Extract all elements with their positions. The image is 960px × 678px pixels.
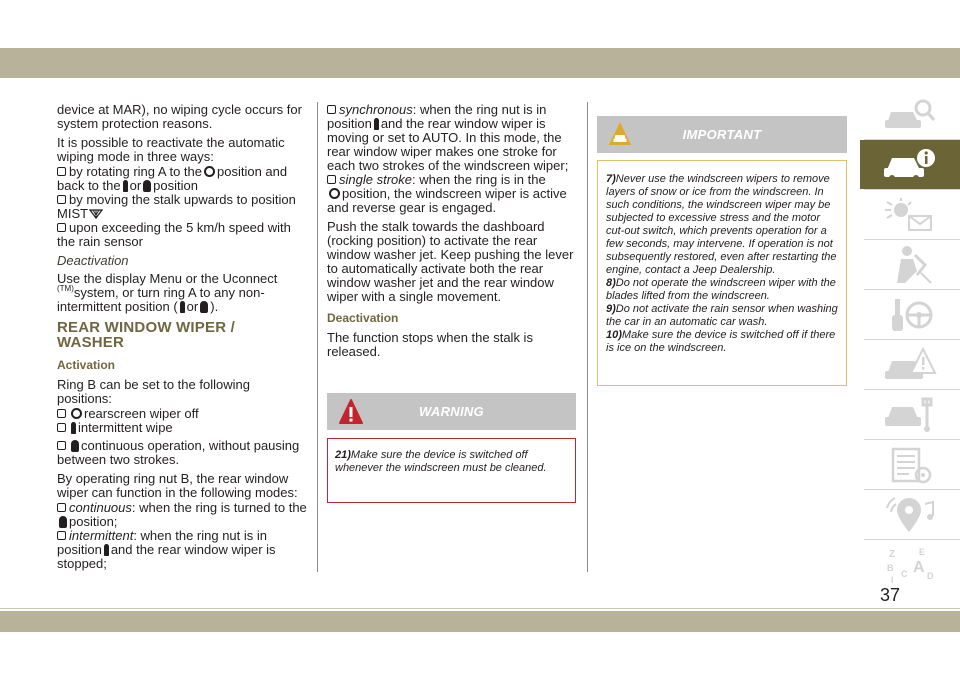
intermittent-icon: [374, 118, 379, 130]
ring-off-icon: [329, 188, 340, 199]
warning-triangle-icon: [338, 398, 364, 426]
chapter-tab[interactable]: [860, 540, 960, 589]
list-item: upon exceeding the 5 km/h speed with the rain sensor: [57, 220, 291, 249]
continuous-icon: [143, 180, 151, 192]
svg-text:E: E: [919, 546, 926, 557]
list-item: rearscreen wiper off: [57, 407, 307, 421]
section-title: REAR WINDOW WIPER / WASHER: [57, 319, 235, 351]
chapter-tab[interactable]: [860, 90, 960, 139]
warning-title: WARNING: [419, 404, 484, 419]
checkbox-icon: [327, 105, 336, 114]
intermittent-icon: [180, 301, 185, 313]
chapter-tab-active[interactable]: [860, 140, 960, 189]
warning-header: [327, 393, 576, 430]
list-item: synchronous: when the ring nut is in position and the rear window wiper is moving or set to AUTO. In this mode, the rear window wiper makes one stroke for each two strokes of the windscreen wiper;: [327, 102, 569, 173]
car-info-icon: [881, 146, 939, 184]
list-item: single stroke: when the ring is in the position, the windscreen wiper is active and reverse gear is engaged.: [327, 172, 567, 215]
footer-line: [0, 608, 960, 609]
svg-text:A: A: [913, 558, 925, 576]
important-title: IMPORTANT: [682, 127, 762, 142]
note-item: 8)Do not operate the windscreen wiper with the blades lifted from the windscreen.: [606, 277, 836, 302]
index-letters-icon: [883, 545, 937, 585]
note-item: 10)Make sure the device is switched off if there is ice on the windscreen.: [606, 329, 836, 354]
chapter-tab[interactable]: [860, 440, 960, 489]
chapter-sidebar: [860, 90, 960, 585]
paragraph: Ring B can be set to the following positions:: [57, 377, 250, 406]
car-tools-icon: [883, 395, 937, 435]
chapter-tab[interactable]: [860, 340, 960, 389]
activation-label: Activation: [57, 358, 116, 372]
list-item: intermittent: when the ring nut is in position and the rear window wiper is stopped;: [57, 528, 276, 571]
multimedia-icon: [883, 494, 937, 536]
checkbox-icon: [57, 423, 66, 432]
checkbox-icon: [57, 441, 66, 450]
note-item: 9)Do not activate the rain sensor when washing the car in an automatic car wash.: [606, 303, 838, 328]
list-item: by moving the stalk upwards to position MIST: [57, 192, 296, 221]
column-1: [57, 103, 307, 571]
list-item: by rotating ring A to the position and back to the or position: [57, 164, 288, 193]
page-number: 37: [879, 585, 901, 605]
chapter-tab[interactable]: [860, 490, 960, 539]
checkbox-icon: [327, 175, 336, 184]
paragraph: device at MAR), no wiping cycle occurs for system protection reasons.: [57, 102, 302, 131]
checkbox-icon: [57, 409, 66, 418]
warning-box: [327, 393, 576, 503]
chapter-tab[interactable]: [860, 290, 960, 339]
car-warning-icon: [608, 121, 632, 147]
checkbox-icon: [57, 531, 66, 540]
svg-text:I: I: [891, 574, 894, 585]
ring-off-icon: [204, 166, 215, 177]
car-search-icon: [883, 96, 937, 134]
svg-text:Z: Z: [889, 548, 896, 560]
note-item: 7)Never use the windscreen wipers to remove layers of snow or ice from the windscreen. In such conditions, the windscreen wiper may be subjected to excessive stress and the motor cut-out switch, which prevents operation for a few seconds, may intervene. If operation is not subsequently restored, even after restarting the engine, contact a Jeep Dealership.: [606, 173, 837, 276]
key-steering-icon: [883, 295, 937, 335]
paragraph: By operating ring nut B, the rear window wiper can function in the following modes:: [57, 471, 298, 500]
checkbox-icon: [57, 167, 66, 176]
column-divider: [587, 102, 588, 572]
car-warning-icon: [883, 345, 937, 385]
ring-off-icon: [71, 408, 82, 419]
bottom-band: [0, 611, 960, 632]
top-band: [0, 48, 960, 78]
warning-body: 21)Make sure the device is switched off whenever the windscreen must be cleaned.: [327, 438, 576, 503]
chapter-tab[interactable]: [860, 190, 960, 239]
column-2: [327, 103, 577, 364]
column-divider: [317, 102, 318, 572]
paragraph: Push the stalk towards the dashboard (rocking position) to activate the rear window washer jet. Keep pushing the lever to automatically activate both the rear window washer jet and the rear window wiper with a single movement.: [327, 219, 574, 304]
paragraph: The function stops when the stalk is released.: [327, 330, 533, 359]
important-body: [597, 160, 847, 386]
intermittent-icon: [123, 180, 128, 192]
deactivation-label: Deactivation: [327, 311, 399, 325]
svg-text:B: B: [887, 562, 894, 573]
continuous-icon: [200, 301, 208, 313]
intermittent-icon: [71, 422, 76, 434]
list-item: intermittent wipe: [57, 421, 307, 435]
chapter-tab[interactable]: [860, 390, 960, 439]
checkbox-icon: [57, 503, 66, 512]
paragraph: Use the display Menu or the Uconnect $^{(TM)}$system, or turn ring A to any non-intermittent position ( or ).: [57, 271, 278, 314]
list-item: continuous: when the ring is turned to theposition;: [57, 501, 307, 529]
lights-message-icon: [883, 196, 937, 234]
continuous-icon: [71, 440, 79, 452]
svg-text:C: C: [901, 568, 908, 579]
data-sheet-icon: [883, 445, 937, 485]
chapter-tab[interactable]: [860, 240, 960, 289]
checkbox-icon: [57, 195, 66, 204]
mist-icon: [89, 209, 103, 219]
paragraph: It is possible to reactivate the automatic wiping mode in three ways:: [57, 135, 285, 164]
intermittent-icon: [104, 544, 109, 556]
continuous-icon: [59, 516, 67, 528]
deactivation-label: Deactivation: [57, 253, 129, 268]
svg-text:D: D: [927, 570, 934, 581]
seat-safety-icon: [883, 245, 937, 285]
important-box: [597, 116, 847, 386]
list-item: continuous operation, without pausing between two strokes.: [57, 438, 300, 467]
important-header: [597, 116, 847, 153]
checkbox-icon: [57, 223, 66, 232]
